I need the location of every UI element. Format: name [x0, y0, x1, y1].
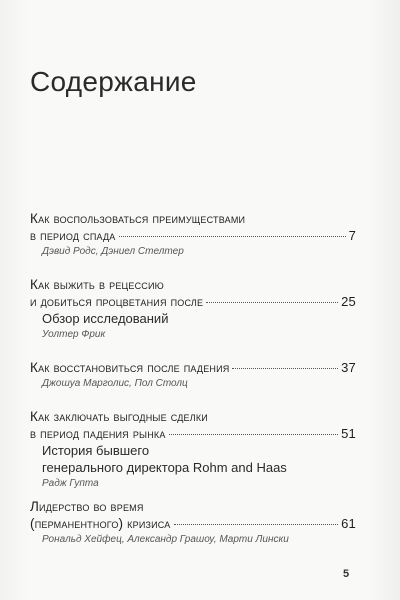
- toc-entry[interactable]: [30, 276, 356, 342]
- entry-title-line: Как заключать выгодные сделки: [30, 409, 208, 424]
- entry-title-line: [30, 359, 356, 376]
- dot-leader: [206, 302, 338, 303]
- entry-page-number: 37: [341, 360, 356, 375]
- entry-title-text: в период спада: [30, 228, 116, 243]
- entry-page-number: 25: [341, 294, 356, 309]
- dot-leader: [174, 524, 339, 525]
- entry-title-text: (перманентного) кризиса: [30, 516, 171, 531]
- entry-page-number: 7: [348, 228, 356, 243]
- entry-page-number: 61: [341, 516, 356, 531]
- toc-entry[interactable]: [30, 498, 356, 547]
- entry-page-number: 51: [341, 426, 356, 441]
- page-number: 5: [343, 568, 350, 580]
- entry-subtitle: Обзор исследований: [42, 311, 169, 326]
- entry-authors: Рональд Хейфец, Александр Грашоу, Марти Лински: [42, 534, 289, 545]
- dot-leader: [232, 368, 338, 369]
- entry-title-line: [30, 293, 356, 310]
- entry-title-line: Как воспользоваться преимуществами: [30, 211, 246, 226]
- entry-title-text: в период падения рынка: [30, 426, 166, 441]
- entry-authors: Дэвид Родс, Дэниел Стелтер: [42, 246, 184, 257]
- toc-entry[interactable]: [30, 359, 356, 391]
- entry-title-line: [30, 425, 356, 442]
- dot-leader: [169, 434, 339, 435]
- entry-title-line: [30, 227, 356, 244]
- dot-leader: [119, 236, 346, 237]
- page-title: Содержание: [30, 66, 197, 97]
- entry-title-line: Лидерство во время: [30, 499, 144, 514]
- entry-title-line: [30, 515, 356, 532]
- entry-authors: Джошуа Марголис, Пол Столц: [42, 378, 188, 389]
- entry-title-line: Как выжить в рецессию: [30, 277, 164, 292]
- toc-entry[interactable]: [30, 210, 356, 259]
- entry-title-text: и добиться процветания после: [30, 294, 204, 309]
- entry-title-text: Как восстановиться после падения: [30, 360, 230, 375]
- entry-subtitle: История бывшего: [42, 443, 150, 458]
- toc-entry[interactable]: [30, 408, 356, 491]
- entry-subtitle: генерального директора Rohm and Haas: [42, 460, 287, 475]
- entry-authors: Радж Гупта: [42, 478, 99, 489]
- entry-authors: Уолтер Фрик: [42, 329, 106, 340]
